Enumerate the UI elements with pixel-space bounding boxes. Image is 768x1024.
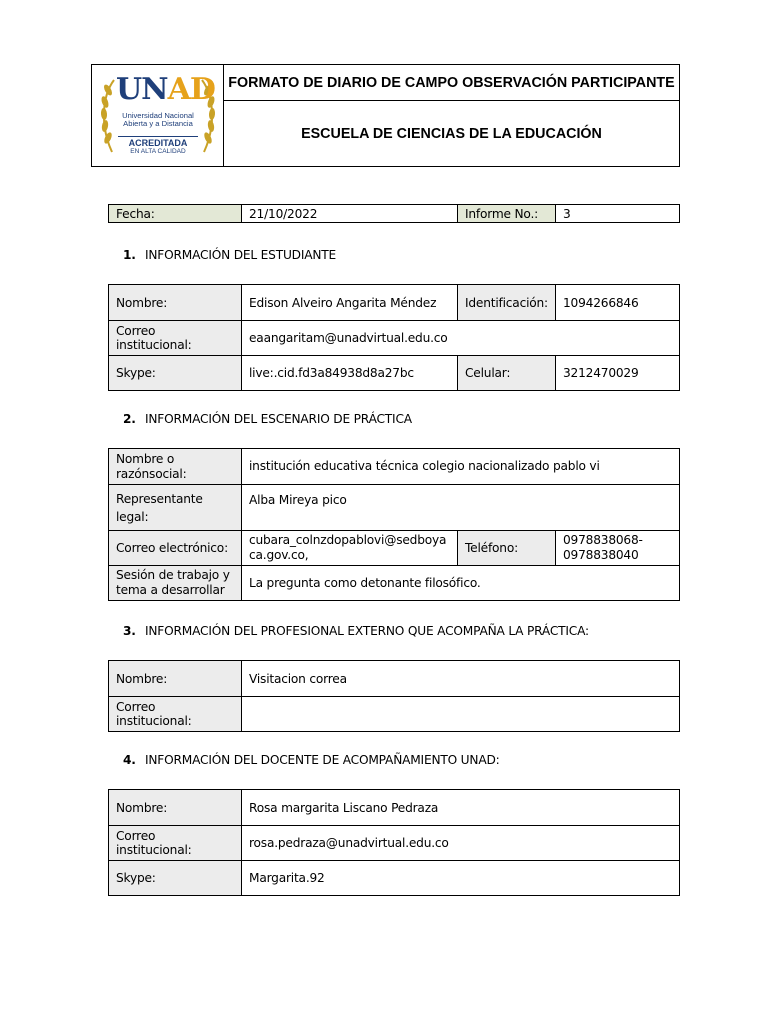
student-skype-label: Skype: [109, 356, 242, 391]
scenario-name-value: institución educativa técnica colegio nacionalizado pablo vi [242, 449, 680, 485]
teacher-name-label: Nombre: [109, 790, 242, 826]
logo-accreditation: ACREDITADA [118, 136, 198, 148]
student-email-label: Correo institucional: [109, 321, 242, 356]
report-info-table [108, 204, 680, 223]
teacher-skype-label: Skype: [109, 861, 242, 896]
student-name-value: Edison Alveiro Angarita Méndez [242, 285, 458, 321]
school-name: ESCUELA DE CIENCIAS DE LA EDUCACIÓN [224, 101, 680, 167]
scenario-table [108, 448, 680, 601]
student-name-label: Nombre: [109, 285, 242, 321]
section-heading-2: 2. INFORMACIÓN DEL ESCENARIO DE PRÁCTICA [123, 412, 412, 426]
student-phone-value: 3212470029 [556, 356, 680, 391]
logo-cell [92, 65, 224, 167]
date-label: Fecha: [109, 205, 242, 223]
student-id-value: 1094266846 [556, 285, 680, 321]
logo-university-name: Universidad Nacional Abierta y a Distancia [122, 110, 194, 128]
teacher-email-value: rosa.pedraza@unadvirtual.edu.co [242, 826, 680, 861]
section-heading-1: 1. INFORMACIÓN DEL ESTUDIANTE [123, 248, 337, 262]
external-name-label: Nombre: [109, 661, 242, 697]
document-header [91, 64, 680, 167]
external-name-value: Visitacion correa [242, 661, 680, 697]
external-email-label: Correo institucional: [109, 697, 242, 732]
date-value: 21/10/2022 [242, 205, 458, 223]
external-email-value [242, 697, 680, 732]
scenario-session-label: Sesión de trabajo y tema a desarrollar [109, 566, 242, 601]
unad-logo [92, 66, 223, 166]
scenario-phone-label: Teléfono: [458, 531, 556, 566]
scenario-phone-value: 0978838068- 0978838040 [556, 531, 680, 566]
section-heading-4: 4. INFORMACIÓN DEL DOCENTE DE ACOMPAÑAMIENTO UNAD: [123, 753, 500, 767]
student-email-value: eaangaritam@unadvirtual.edu.co [242, 321, 680, 356]
teacher-email-label: Correo institucional: [109, 826, 242, 861]
scenario-name-label: Nombre o razónsocial: [109, 449, 242, 485]
document-title: FORMATO DE DIARIO DE CAMPO OBSERVACIÓN PARTICIPANTE [224, 65, 680, 101]
scenario-representative-value: Alba Mireya pico [242, 485, 680, 531]
student-skype-value: live:.cid.fd3a84938d8a27bc [242, 356, 458, 391]
logo-accreditation-sub: EN ALTA CALIDAD [130, 147, 186, 155]
scenario-representative-label: Representante legal: [109, 485, 242, 531]
section-heading-3: 3. INFORMACIÓN DEL PROFESIONAL EXTERNO QUE ACOMPAÑA LA PRÁCTICA: [123, 624, 589, 638]
student-phone-label: Celular: [458, 356, 556, 391]
teacher-name-value: Rosa margarita Liscano Pedraza [242, 790, 680, 826]
scenario-session-value: La pregunta como detonante filosófico. [242, 566, 680, 601]
teacher-skype-value: Margarita.92 [242, 861, 680, 896]
external-professional-table [108, 660, 680, 732]
student-table [108, 284, 680, 391]
student-id-label: Identificación: [458, 285, 556, 321]
logo-wordmark: UNAD [116, 71, 215, 107]
report-number-value: 3 [556, 205, 680, 223]
report-number-label: Informe No.: [458, 205, 556, 223]
scenario-email-label: Correo electrónico: [109, 531, 242, 566]
teacher-table [108, 789, 680, 896]
scenario-email-value: cubara_colnzdopablovi@sedboya ca.gov.co, [242, 531, 458, 566]
